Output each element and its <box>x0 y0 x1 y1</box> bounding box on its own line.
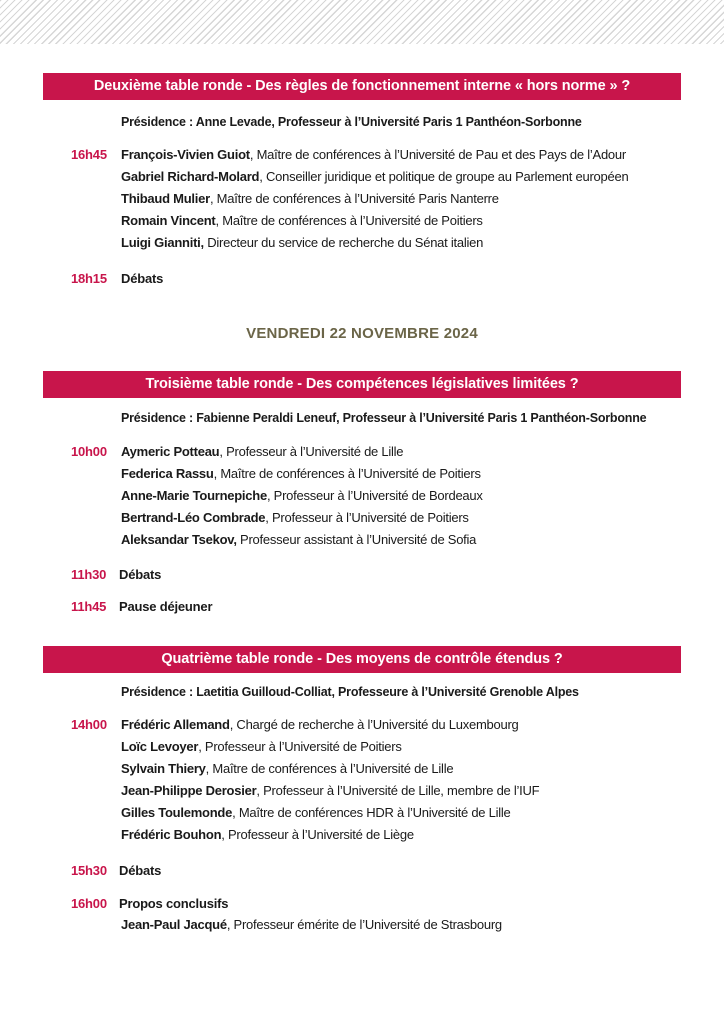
speaker-name: Aleksandar Tsekov, <box>121 532 237 547</box>
speaker-role: , Maître de conférences à l’Université de Poitiers <box>215 213 483 228</box>
speaker-line <box>121 717 519 732</box>
speaker-role: , Professeur à l’Université de Bordeaux <box>266 488 483 503</box>
time-label: 18h15 <box>71 271 107 286</box>
speaker-name: Frédéric Bouhon <box>121 827 222 842</box>
speaker-role: , Maître de conférences à l’Université de Poitiers <box>213 466 481 481</box>
speaker-role: , Professeur à l’Université de Lille, membre de l’IUF <box>256 783 540 798</box>
speaker-role: , Professeur à l’Université de Poitiers <box>198 739 402 754</box>
speaker-line <box>121 147 626 162</box>
speaker-line <box>121 169 628 184</box>
speaker-name: Federica Rassu <box>121 466 214 481</box>
speaker-name: Sylvain Thiery <box>121 761 206 776</box>
presidency-line: Présidence : Fabienne Peraldi Leneuf, Professeur à l’Université Paris 1 Panthéon-Sorbonne <box>121 411 647 425</box>
section-banner-troisieme-table-ronde: Troisième table ronde - Des compétences législatives limitées ? <box>43 371 681 398</box>
speaker-role: , Professeur à l’Université de Lille <box>219 444 404 459</box>
speaker-line <box>121 761 453 776</box>
hatched-header-band <box>0 0 724 44</box>
speaker-line <box>121 444 403 459</box>
section-banner-quatrieme-table-ronde: Quatrième table ronde - Des moyens de contrôle étendus ? <box>43 646 681 673</box>
speaker-name: Anne-Marie Tournepiche <box>121 488 267 503</box>
speaker-role: , Maître de conférences à l’Université Paris Nanterre <box>209 191 499 206</box>
speaker-line <box>121 532 476 547</box>
speaker-line <box>121 827 414 842</box>
speaker-role: , Maître de conférences à l’Université de Lille <box>205 761 454 776</box>
speaker-name: Thibaud Mulier <box>121 191 210 206</box>
speaker-name: Romain Vincent <box>121 213 216 228</box>
speaker-role: , Maître de conférences à l’Université de Pau et des Pays de l’Adour <box>249 147 626 162</box>
day-heading: VENDREDI 22 NOVEMBRE 2024 <box>246 325 478 342</box>
speaker-name: Gabriel Richard-Molard <box>121 169 260 184</box>
speaker-role: , Professeur à l’Université de Liège <box>221 827 414 842</box>
speaker-name: Jean-Philippe Derosier <box>121 783 257 798</box>
speaker-line <box>121 235 483 250</box>
speaker-line <box>121 805 511 820</box>
speaker-role: , Chargé de recherche à l’Université du Luxembourg <box>229 717 519 732</box>
speaker-name: Frédéric Allemand <box>121 717 230 732</box>
speaker-line <box>121 213 483 228</box>
section-banner-deuxieme-table-ronde: Deuxième table ronde - Des règles de fonctionnement interne « hors norme » ? <box>43 73 681 100</box>
speaker-name: Jean-Paul Jacqué <box>121 917 227 932</box>
agenda-item-label: Débats <box>119 567 162 582</box>
speaker-line <box>121 488 483 503</box>
speaker-name: Loïc Levoyer <box>121 739 199 754</box>
agenda-item-label: Propos conclusifs <box>119 896 229 911</box>
speaker-role: , Professeur à l’Université de Poitiers <box>265 510 469 525</box>
speaker-line <box>121 783 539 798</box>
speaker-line <box>121 191 499 206</box>
agenda-item-label: Débats <box>119 863 162 878</box>
speaker-line <box>121 466 481 481</box>
agenda-item-label: Pause déjeuner <box>119 599 213 614</box>
time-label: 16h00 <box>71 896 107 911</box>
speaker-line <box>121 510 469 525</box>
speaker-name: Bertrand-Léo Combrade <box>121 510 266 525</box>
speaker-role: Professeur assistant à l’Université de Sofia <box>236 532 477 547</box>
time-label: 16h45 <box>71 147 107 162</box>
presidency-line: Présidence : Anne Levade, Professeur à l’Université Paris 1 Panthéon-Sorbonne <box>121 115 582 129</box>
time-label: 11h30 <box>71 567 107 582</box>
speaker-name: Luigi Gianniti, <box>121 235 204 250</box>
speaker-line <box>121 739 402 754</box>
speaker-role: , Professeur émérite de l’Université de Strasbourg <box>226 917 502 932</box>
speaker-name: Gilles Toulemonde <box>121 805 233 820</box>
speaker-name: François-Vivien Guiot <box>121 147 250 162</box>
agenda-item-label: Débats <box>121 271 164 286</box>
speaker-role: , Conseiller juridique et politique de groupe au Parlement européen <box>259 169 629 184</box>
speaker-name: Aymeric Potteau <box>121 444 220 459</box>
speaker-role: , Maître de conférences HDR à l’Université de Lille <box>232 805 511 820</box>
speaker-role: Directeur du service de recherche du Sénat italien <box>203 235 484 250</box>
time-label: 15h30 <box>71 863 107 878</box>
time-label: 10h00 <box>71 444 107 459</box>
speaker-line <box>121 917 502 932</box>
presidency-line: Présidence : Laetitia Guilloud-Colliat, Professeure à l’Université Grenoble Alpes <box>121 685 579 699</box>
time-label: 14h00 <box>71 717 107 732</box>
time-label: 11h45 <box>71 599 107 614</box>
